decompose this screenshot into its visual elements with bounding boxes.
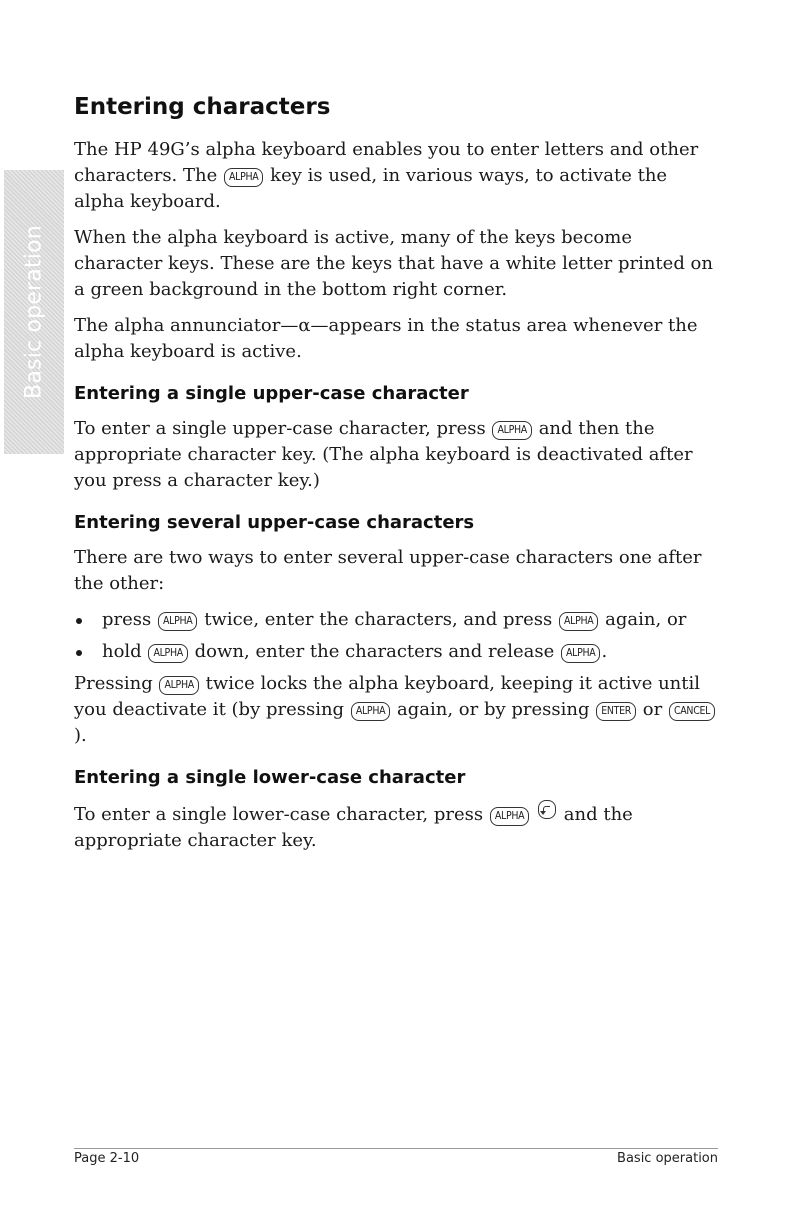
cancel-key-icon: CANCEL — [669, 702, 715, 721]
alpha-key-icon: ALPHA — [561, 644, 600, 663]
single-lower-paragraph: To enter a single lower-case character, press ALPHA and the appropriate character key. — [74, 800, 720, 854]
several-upper-intro: There are two ways to enter several upper-case characters one after the other: — [74, 547, 702, 594]
alpha-key-icon: ALPHA — [559, 612, 598, 631]
intro-paragraph-3: The alpha annunciator—α—appears in the status area whenever the alpha keyboard is active. — [74, 315, 698, 362]
alpha-key-icon: ALPHA — [492, 421, 531, 440]
list-item: hold ALPHA down, enter the characters and release ALPHA . — [74, 639, 720, 665]
enter-key-icon: ENTER — [596, 702, 636, 721]
page-content — [74, 94, 720, 864]
section-side-tab — [4, 170, 64, 454]
list-item: press ALPHA twice, enter the characters, and press ALPHA again, or — [74, 607, 720, 633]
alpha-annunciator-symbol: α — [298, 315, 311, 336]
alpha-key-icon: ALPHA — [351, 702, 390, 721]
alpha-key-icon: ALPHA — [224, 168, 263, 187]
alpha-key-icon: ALPHA — [158, 612, 197, 631]
page-number: Page 2-10 — [74, 1151, 140, 1166]
heading-several-upper: Entering several upper-case characters — [74, 512, 475, 533]
heading-single-lower: Entering a single lower-case character — [74, 767, 466, 788]
several-upper-list — [74, 607, 720, 665]
side-tab-label: Basic operation — [21, 225, 47, 399]
left-shift-key-icon — [538, 800, 556, 819]
alpha-key-icon: ALPHA — [159, 676, 198, 695]
intro-paragraph-2: When the alpha keyboard is active, many of the keys become character keys. These are the keys that have a white letter printed on a green background in the bottom right corner. — [74, 227, 713, 300]
intro-paragraph-1: The HP 49G’s alpha keyboard enables you to enter letters and other characters. The ALPHA key is used, in various ways, to activate the alpha keyboard. — [74, 139, 699, 212]
footer-section-name: Basic operation — [617, 1151, 718, 1166]
footer-divider — [74, 1148, 718, 1149]
several-upper-note: Pressing ALPHA twice locks the alpha keyboard, keeping it active until you deactivate it (by pressing ALPHA again, or by pressing ENTER or CANCEL). — [74, 671, 720, 749]
alpha-key-icon: ALPHA — [148, 644, 187, 663]
single-upper-paragraph: To enter a single upper-case character, press ALPHA and then the appropriate character key. (The alpha keyboard is deactivated after you press a character key.) — [74, 418, 693, 491]
page-title: Entering characters — [74, 94, 331, 120]
heading-single-upper: Entering a single upper-case character — [74, 383, 469, 404]
alpha-key-icon: ALPHA — [490, 807, 529, 826]
